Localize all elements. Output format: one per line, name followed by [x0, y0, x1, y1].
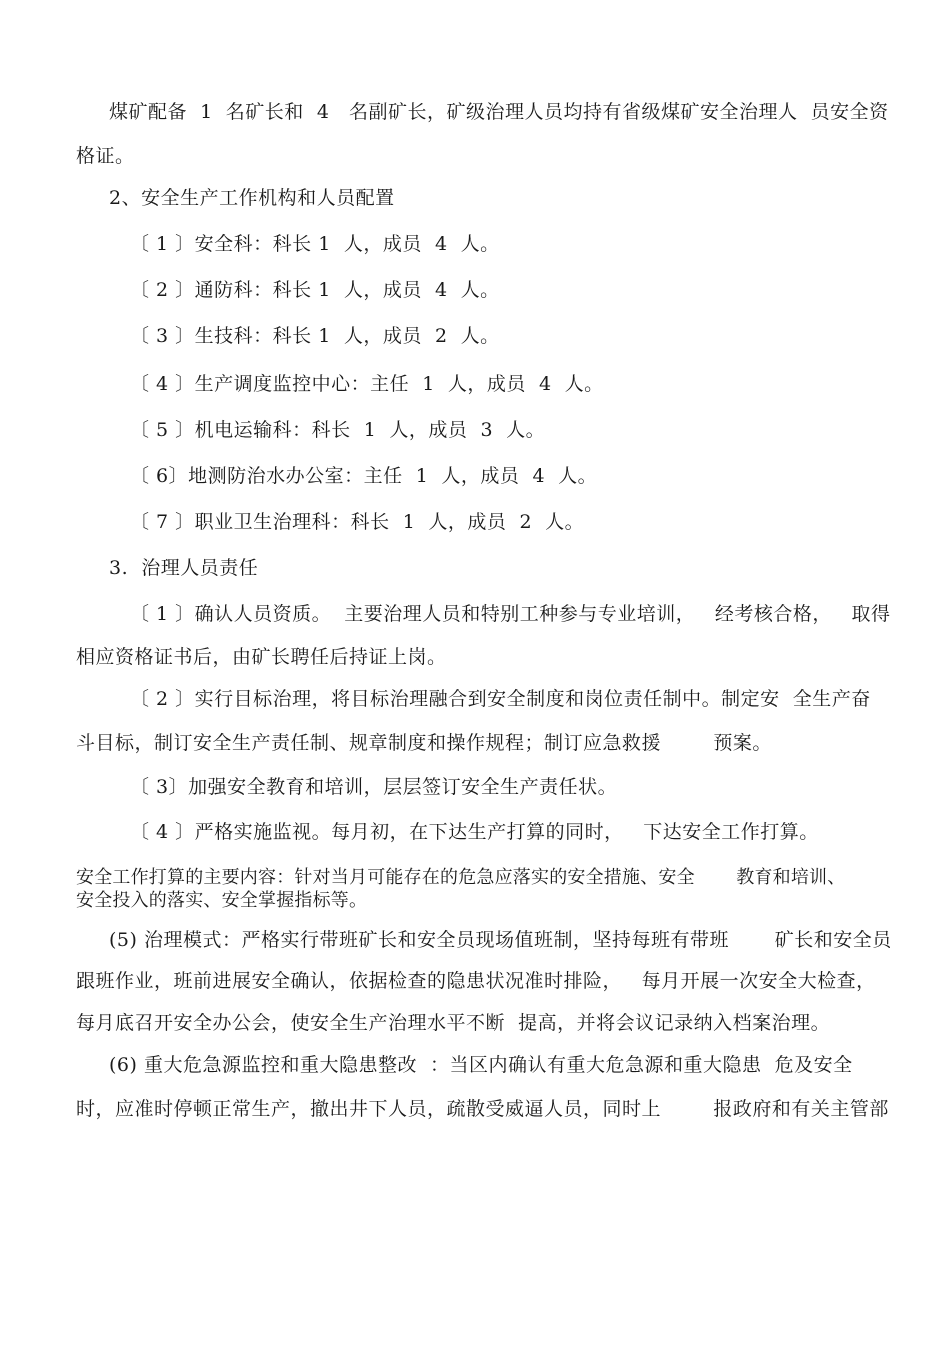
text-line: 斗目标，制订安全生产责任制、规章制度和操作规程；制订应急救援 预案。 — [76, 732, 772, 754]
list-item: 〔 3 〕生技科：科长 1 人，成员 2 人。 — [130, 325, 500, 347]
list-item: 〔 3〕加强安全教育和培训，层层签订安全生产责任状。 — [130, 776, 618, 798]
text-line: 格证。 — [76, 145, 135, 167]
section-heading-3: 3. 治理人员责任 — [109, 557, 259, 579]
text-line: (6) 重大危急源监控和重大隐患整改 ：当区内确认有重大危急源和重大隐患 危及安全 — [109, 1054, 853, 1076]
list-item: 〔 1 〕安全科：科长 1 人，成员 4 人。 — [130, 233, 500, 255]
text-line: 安全投入的落实、安全掌握指标等。 — [76, 890, 368, 911]
text-line: 煤矿配备 1 名矿长和 4 名副矿长，矿级治理人员均持有省级煤矿安全治理人 员安全资 — [109, 101, 889, 123]
text-line: 〔 2 〕实行目标治理，将目标治理融合到安全制度和岗位责任制中。制定安 全生产奋 — [130, 688, 871, 710]
text-line: 相应资格证书后，由矿长聘任后持证上岗。 — [76, 646, 447, 668]
list-item: 〔 4 〕严格实施监视。每月初，在下达生产打算的同时， 下达安全工作打算。 — [130, 821, 819, 843]
text-line: 安全工作打算的主要内容：针对当月可能存在的危急应落实的安全措施、安全 教育和培训、 — [76, 867, 846, 888]
text-line: 〔 1 〕确认人员资质。 主要治理人员和特别工种参与专业培训， 经考核合格， 取得 — [130, 603, 891, 625]
list-item: 〔 7 〕职业卫生治理科：科长 1 人，成员 2 人。 — [130, 511, 585, 533]
list-item: 〔 6〕地测防治水办公室：主任 1 人，成员 4 人。 — [130, 465, 598, 487]
list-item: 〔 5 〕机电运输科：科长 1 人，成员 3 人。 — [130, 419, 546, 441]
text-line: 每月底召开安全办公会，使安全生产治理水平不断 提高，并将会议记录纳入档案治理。 — [76, 1012, 831, 1034]
text-line: 跟班作业，班前进展安全确认，依据检查的隐患状况准时排险， 每月开展一次安全大检查， — [76, 970, 876, 992]
text-line: 时，应准时停顿正常生产，撤出井下人员，疏散受威逼人员，同时上 报政府和有关主管部 — [76, 1098, 889, 1120]
list-item: 〔 4 〕生产调度监控中心：主任 1 人，成员 4 人。 — [130, 373, 604, 395]
list-item: 〔 2 〕通防科：科长 1 人，成员 4 人。 — [130, 279, 500, 301]
section-heading-2: 2、安全生产工作机构和人员配置 — [109, 187, 395, 209]
text-line: (5) 治理模式：严格实行带班矿长和安全员现场值班制，坚持每班有带班 矿长和安全员 — [109, 929, 892, 951]
